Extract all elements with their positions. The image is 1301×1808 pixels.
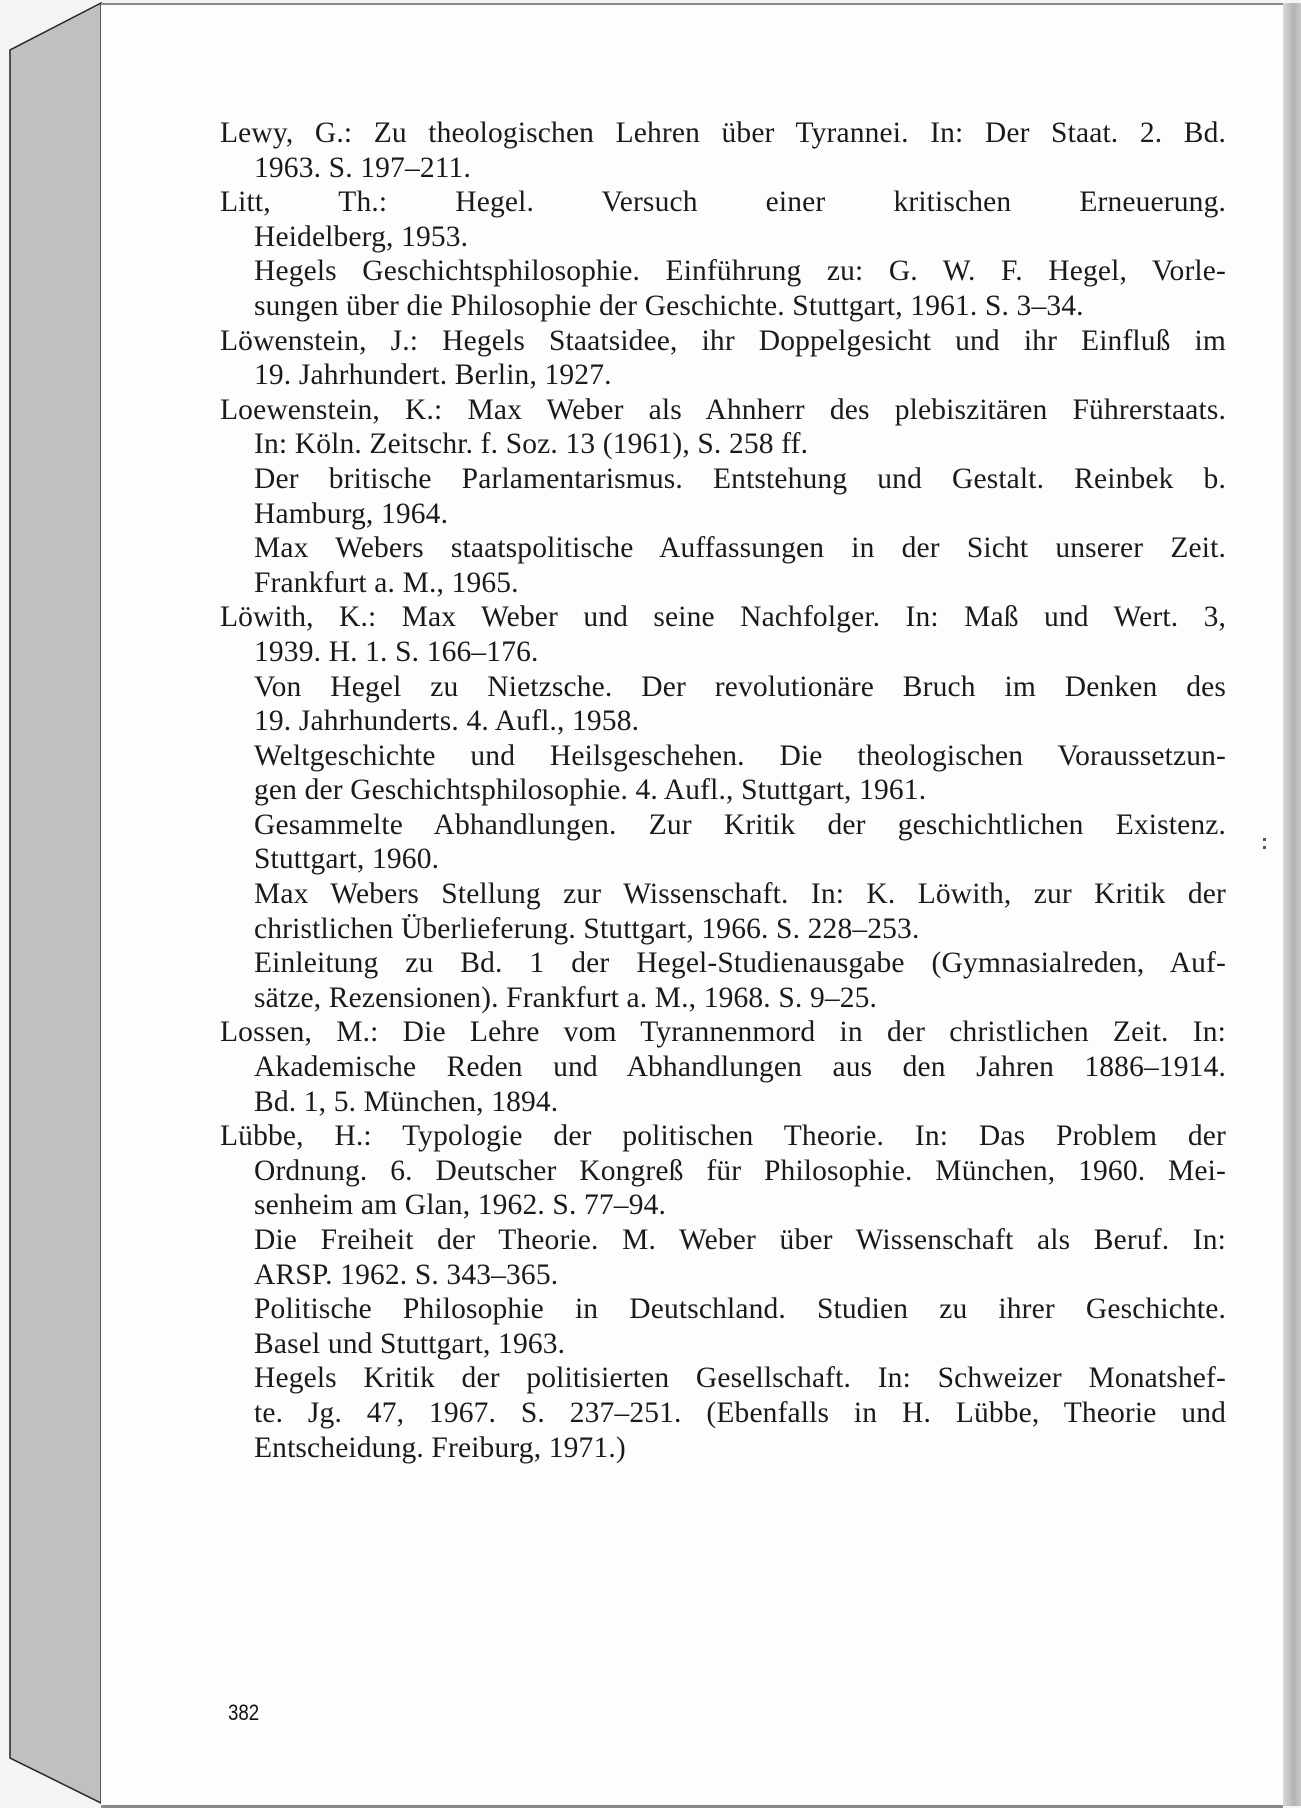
entry-line: Der britische Parlamentarismus. Entstehung und Gestalt. Reinbek b. (254, 462, 1226, 495)
page-number: 382 (228, 1700, 260, 1725)
entry-line: Weltgeschichte und Heilsgeschehen. Die theologischen Voraussetzun- (254, 739, 1226, 772)
entry-line: Lübbe, H.: Typologie der politischen Theorie. In: Das Problem der (220, 1120, 1226, 1153)
entry-line: Basel und Stuttgart, 1963. (254, 1327, 566, 1360)
entry-line: 1963. S. 197–211. (254, 151, 471, 184)
entry-line: ARSP. 1962. S. 343–365. (254, 1258, 559, 1291)
bibliography-entry (220, 1015, 1226, 1119)
bibliography-sub-entry (220, 1223, 1226, 1292)
entry-line: Von Hegel zu Nietzsche. Der revolutionäre Bruch im Denken des (254, 670, 1226, 703)
book-spine (0, 0, 110, 1806)
bibliography-entry (220, 600, 1226, 669)
bibliography-sub-entry (220, 808, 1226, 877)
bibliography-entry (220, 185, 1226, 254)
bibliography-sub-entry (220, 254, 1226, 323)
entry-line: Hegels Kritik der politisierten Gesellschaft. In: Schweizer Monatshef- (254, 1362, 1226, 1395)
entry-line: Frankfurt a. M., 1965. (254, 566, 519, 599)
entry-line: Max Webers staatspolitische Auffassungen in der Sicht unserer Zeit. (254, 532, 1226, 565)
bibliography-entry (220, 324, 1226, 393)
entry-line: christlichen Überlieferung. Stuttgart, 1966. S. 228–253. (254, 912, 920, 945)
bibliography-sub-entry (220, 531, 1226, 600)
entry-line: Hamburg, 1964. (254, 497, 449, 530)
entry-line: 19. Jahrhunderts. 4. Aufl., 1958. (254, 705, 640, 738)
bibliography-sub-entry (220, 462, 1226, 531)
entry-line: Litt, Th.: Hegel. Versuch einer kritischen Erneuerung. (220, 186, 1226, 219)
entry-line: sätze, Rezensionen). Frankfurt a. M., 1968. S. 9–25. (254, 981, 878, 1014)
entry-line: Loewenstein, K.: Max Weber als Ahnherr des plebiszitären Führerstaats. (220, 393, 1226, 426)
entry-line: 19. Jahrhundert. Berlin, 1927. (254, 359, 612, 392)
bibliography-list (220, 116, 1226, 1465)
bibliography-entry (220, 1119, 1226, 1223)
bibliography-sub-entry (220, 1361, 1226, 1465)
page-edge-shadow (1283, 3, 1301, 1806)
entry-line: senheim am Glan, 1962. S. 77–94. (254, 1189, 667, 1222)
entry-line: Löwenstein, J.: Hegels Staatsidee, ihr Doppelgesicht und ihr Einfluß im (220, 324, 1226, 357)
entry-line: Einleitung zu Bd. 1 der Hegel-Studienausgabe (Gymnasialreden, Auf- (254, 947, 1226, 980)
bibliography-sub-entry (220, 739, 1226, 808)
entry-line: Ordnung. 6. Deutscher Kongreß für Philosophie. München, 1960. Mei- (254, 1154, 1226, 1187)
entry-line: Entscheidung. Freiburg, 1971.) (254, 1431, 626, 1464)
entry-line: Max Webers Stellung zur Wissenschaft. In: K. Löwith, zur Kritik der (254, 878, 1226, 911)
entry-line: Lossen, M.: Die Lehre vom Tyrannenmord in der christlichen Zeit. In: (220, 1016, 1226, 1049)
entry-line: Politische Philosophie in Deutschland. Studien zu ihrer Geschichte. (254, 1293, 1226, 1326)
entry-line: Akademische Reden und Abhandlungen aus den Jahren 1886–1914. (254, 1051, 1226, 1084)
entry-line: Hegels Geschichtsphilosophie. Einführung zu: G. W. F. Hegel, Vorle- (254, 255, 1226, 288)
bibliography-entry (220, 116, 1226, 185)
entry-line: Lewy, G.: Zu theologischen Lehren über Tyrannei. In: Der Staat. 2. Bd. (220, 117, 1226, 149)
entry-line: Stuttgart, 1960. (254, 843, 440, 876)
entry-line: te. Jg. 47, 1967. S. 237–251. (Ebenfalls in H. Lübbe, Theorie und (254, 1396, 1226, 1429)
entry-line: Die Freiheit der Theorie. M. Weber über Wissenschaft als Beruf. In: (254, 1224, 1226, 1256)
bibliography-sub-entry (220, 1292, 1226, 1361)
bibliography-sub-entry (220, 946, 1226, 1015)
bibliography-entry (220, 393, 1226, 462)
entry-line: Bd. 1, 5. München, 1894. (254, 1085, 559, 1118)
bibliography-sub-entry (220, 670, 1226, 739)
scan-artifact (1263, 838, 1267, 852)
entry-line: sungen über die Philosophie der Geschichte. Stuttgart, 1961. S. 3–34. (254, 289, 1084, 322)
bibliography-sub-entry (220, 877, 1226, 946)
entry-line: Heidelberg, 1953. (254, 220, 469, 253)
entry-line: In: Köln. Zeitschr. f. Soz. 13 (1961), S. 258 ff. (254, 428, 809, 461)
entry-line: Löwith, K.: Max Weber und seine Nachfolger. In: Maß und Wert. 3, (220, 601, 1226, 634)
entry-line: 1939. H. 1. S. 166–176. (254, 635, 539, 668)
entry-line: gen der Geschichtsphilosophie. 4. Aufl., Stuttgart, 1961. (254, 774, 927, 807)
entry-line: Gesammelte Abhandlungen. Zur Kritik der geschichtlichen Existenz. (254, 808, 1226, 841)
